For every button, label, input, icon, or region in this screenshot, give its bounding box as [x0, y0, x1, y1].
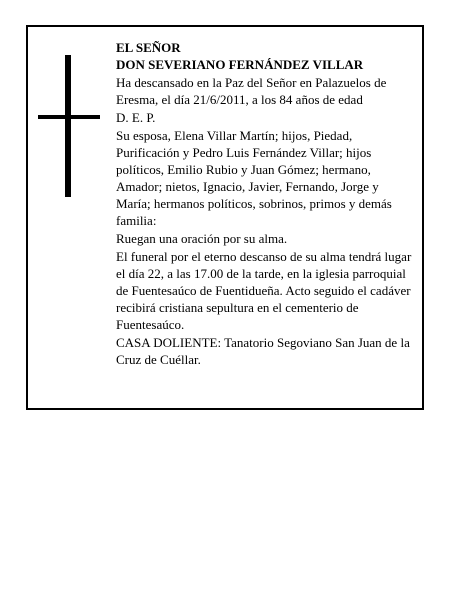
heading-title: EL SEÑOR: [116, 40, 181, 55]
family-list: Su esposa, Elena Villar Martín; hijos, Piedad, Purificación y Pedro Luis Fernández Villar; hijos políticos, Emilio Rubio y Juan Gómez; hermano, Amador; nietos, Ignacio, Javier, Fernando, Jorge y María; hermanos políticos, sobrinos, primos y demás familia:: [116, 128, 392, 228]
prayer-request: Ruegan una oración por su alma.: [116, 231, 288, 246]
rip-abbreviation: D. E. P.: [116, 110, 156, 125]
notice-heading: [116, 39, 416, 73]
death-announcement: Ha descansado en la Paz del Señor en Palazuelos de Eresma, el día 21/6/2011, a los 84 años de edad: [116, 75, 387, 107]
notice-text: [116, 39, 416, 369]
cross-horizontal-bar: [38, 115, 100, 119]
funeral-details: El funeral por el eterno descanso de su alma tendrá lugar el día 22, a las 17.00 de la tarde, en la iglesia parroquial de Fuentesaúco de Fuentidueña. Acto seguido el cadáver recibirá cristiana sepultura en el cementerio de Fuentesaúco.: [116, 249, 412, 332]
deceased-name: DON SEVERIANO FERNÁNDEZ VILLAR: [116, 57, 364, 72]
mourning-house: CASA DOLIENTE: Tanatorio Segoviano San Juan de la Cruz de Cuéllar.: [116, 335, 410, 367]
cross-vertical-bar: [65, 55, 71, 197]
latin-cross-icon: [38, 55, 100, 197]
obituary-notice: [26, 25, 424, 410]
